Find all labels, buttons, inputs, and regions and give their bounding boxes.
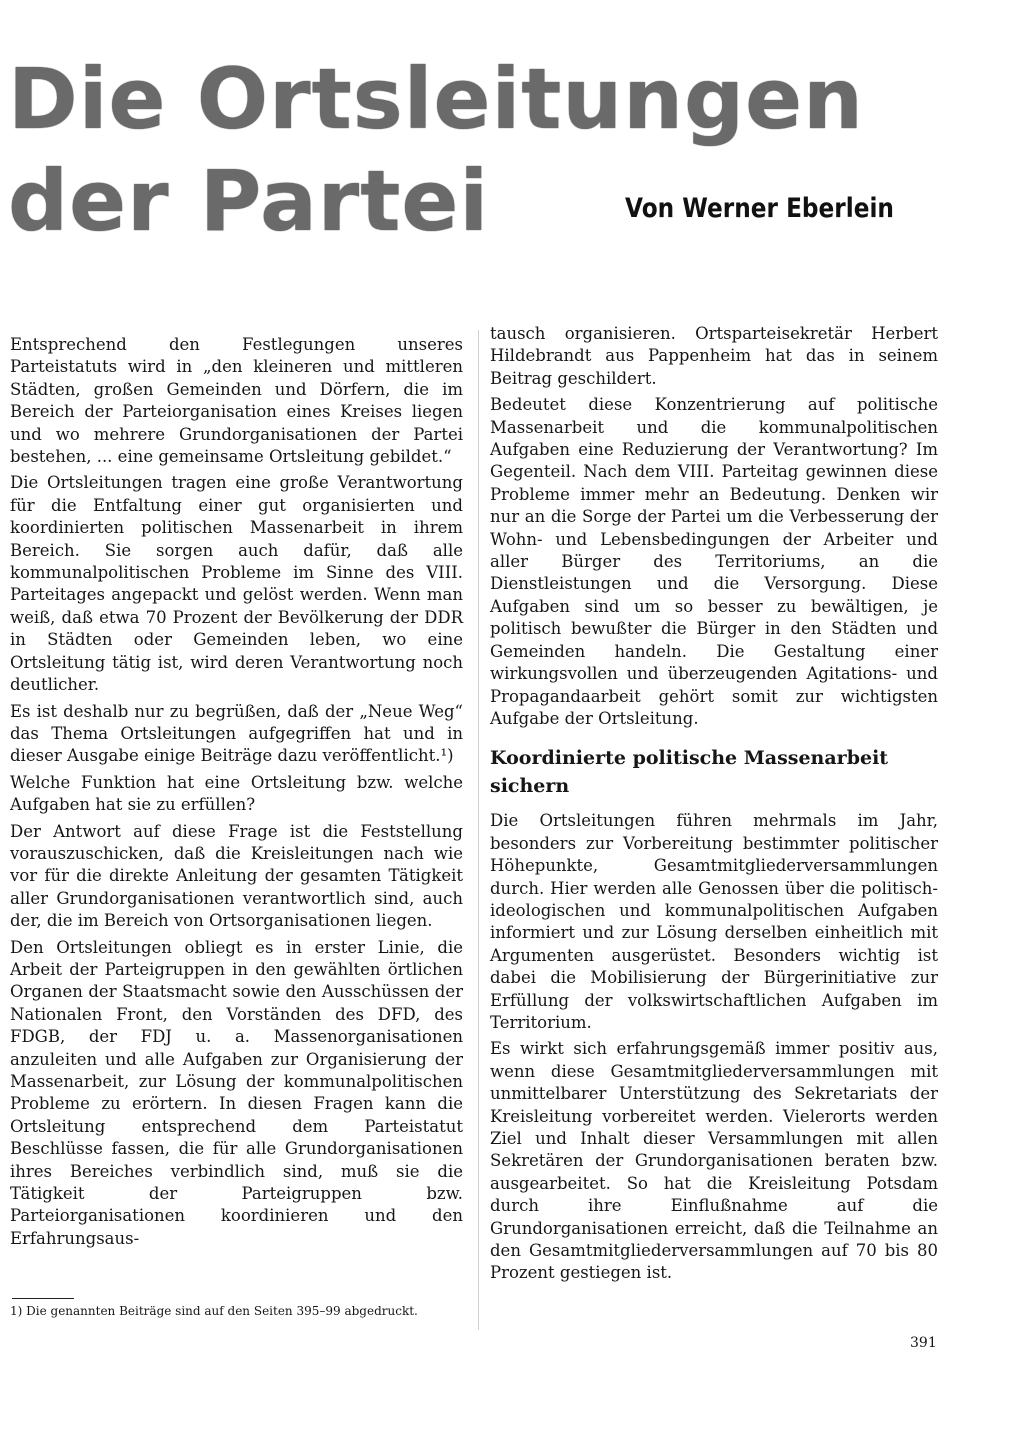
paragraph: Die Ortsleitungen führen mehrmals im Jahr, besonders zur Vorbereitung bestimmter politischer Höhepunkte, Gesamtmitgliederversammlungen durch. Hier werden alle Genossen über die politisch-ideologischen und kommunalpolitischen Aufgaben informiert und zur Lösung derselben einheitlich mit Argumenten ausgerüstet. Besonders wichtig ist dabei die Mobilisierung der Bürgerinitiative zur Erfüllung der volkswirtschaftlichen Aufgaben im Territorium. [490,811,938,1032]
paragraph: Bedeutet diese Konzentrierung auf politische Massenarbeit und die kommunalpolitischen Aufgaben eine Reduzierung der Verantwortung? Im Gegenteil. Nach dem VIII. Parteitag gewinnen diese Probleme immer mehr an Bedeutung. Denken wir nur an die Sorge der Partei um die Verbesserung der Wohn- und Lebensbedingungen der Arbeiter und aller Bürger des Territoriums, an die Dienstleistungen und die Versorgung. Diese Aufgaben sind um so besser zu bewältigen, je politisch bewußter die Bürger in den Städten und Gemeinden handeln. Die Gestaltung einer wirkungsvollen und überzeugenden Agitations- und Propagandaarbeit gehört somit zur wichtigsten Aufgabe der Ortsleitung. [490,395,938,728]
paragraph: Die Ortsleitungen tragen eine große Verantwortung für die Entfaltung einer gut organisierten und koordinierten politischen Massenarbeit in ihrem Bereich. Sie sorgen auch dafür, daß alle kommunalpolitischen Probleme im Sinne des VIII. Parteitages angepackt und gelöst werden. Wenn man weiß, daß etwa 70 Prozent der Bevölkerung der DDR in Städten oder Gemeinden leben, wo eine Ortsleitung tätig ist, wird deren Verantwortung noch deutlicher. [10,473,463,695]
right-column [490,323,938,1289]
article-title-line-2: der Partei [8,152,490,250]
paragraph: tausch organisieren. Ortsparteisekretär Herbert Hildebrandt aus Pappenheim hat das in seinem Beitrag geschildert. [490,324,938,388]
page-number: 391 [910,1335,937,1351]
author-byline: Von Werner Eberlein [625,193,894,224]
paragraph: Der Antwort auf diese Frage ist die Feststellung vorauszuschicken, daß die Kreisleitungen nach wie vor für die direkte Anleitung der gesamten Tätigkeit aller Grundorganisationen verantwortlich sind, auch der, die im Bereich von Ortsorganisationen liegen. [10,821,463,931]
paragraph: Entsprechend den Festlegungen unseres Parteistatuts wird in „den kleineren und mittleren Städten, großen Gemeinden und Dörfern, die im Bereich der Parteiorganisation eines Kreises liegen und wo mehrere Grundorganisationen der Partei bestehen, ... eine gemeinsame Ortsleitung gebildet.“ [10,335,463,467]
paragraph: Welche Funktion hat eine Ortsleitung bzw. welche Aufgaben hat sie zu erfüllen? [10,772,463,815]
paragraph: Es ist deshalb nur zu begrüßen, daß der „Neue Weg“ das Thema Ortsleitungen aufgegriffen hat und in dieser Ausgabe einige Beiträge dazu veröffentlicht.¹) [10,701,463,766]
article-title-line-1: Die Ortsleitungen [8,50,864,148]
paragraph: Es wirkt sich erfahrungsgemäß immer positiv aus, wenn diese Gesamtmitgliederversammlungen mit unmittelbarer Unterstützung des Sekretariats der Kreisleitung vorbereitet werden. Vielerorts werden Ziel und Inhalt dieser Versammlungen mit allen Sekretären der Grundorganisationen beraten bzw. ausgearbeitet. So hat die Kreisleitung Potsdam durch ihre Einflußnahme auf die Grundorganisationen erreicht, daß die Teilnahme an den Gesamtmitgliederversammlungen auf 70 bis 80 Prozent gestiegen ist. [490,1039,938,1283]
footnote: 1) Die genannten Beiträge sind auf den Seiten 395–99 abgedruckt. [10,1304,418,1318]
section-heading: Koordinierte politische Massenarbeit sichern [490,747,889,798]
column-divider [478,330,479,1330]
left-column [10,334,463,1254]
footnote-rule [12,1298,74,1299]
paragraph: Den Ortsleitungen obliegt es in erster Linie, die Arbeit der Parteigruppen in den gewählten örtlichen Organen der Staatsmacht sowie den Ausschüssen der Nationalen Front, den Vorständen des DFD, des FDGB, der FDJ u. a. Massenorganisationen anzuleiten und alle Aufgaben zur Organisierung der Massenarbeit, zur Lösung der kommunalpolitischen Probleme zu erörtern. In diesen Fragen kann die Ortsleitung entsprechend dem Parteistatut Beschlüsse fassen, die für alle Grundorganisationen ihres Bereiches verbindlich sind, muß sie die Tätigkeit der Parteigruppen bzw. Parteiorganisationen koordinieren und den Erfahrungsaus- [10,937,463,1248]
